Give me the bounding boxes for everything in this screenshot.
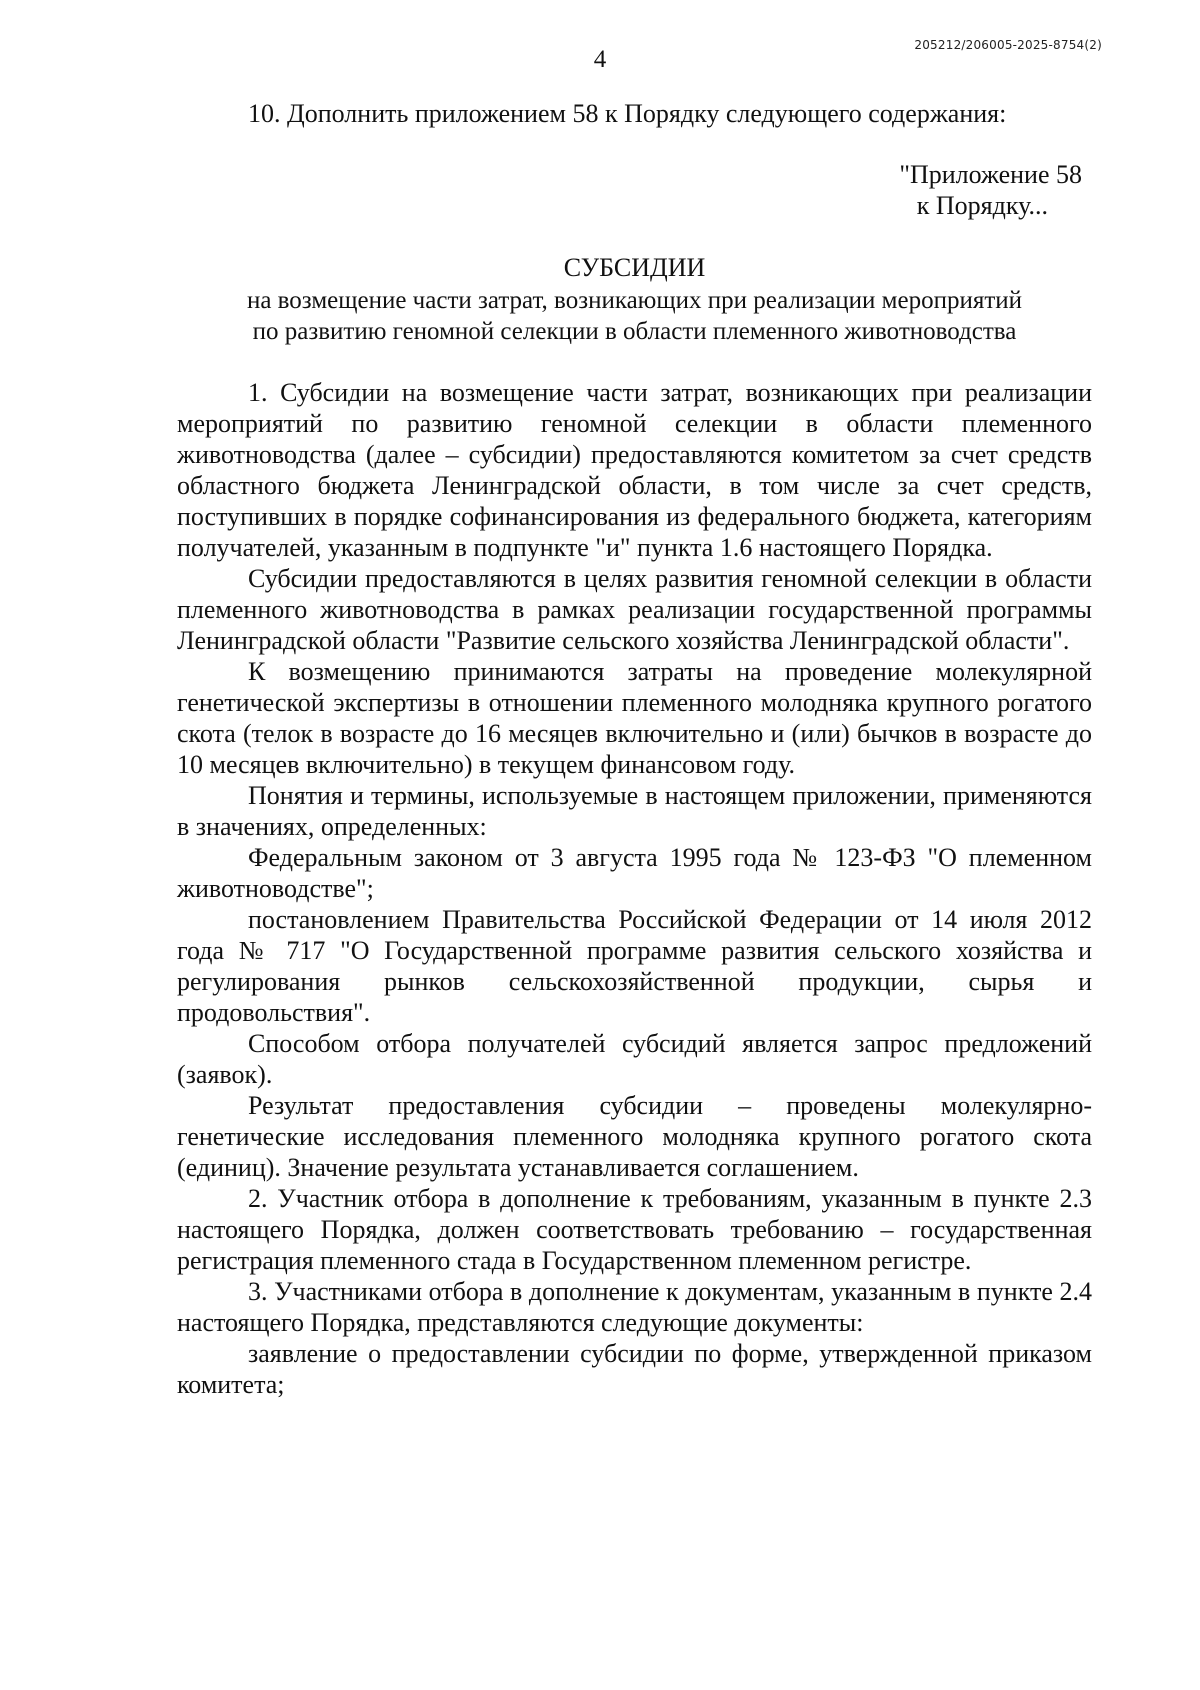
paragraph-3: К возмещению принимаются затраты на проведение молекулярной генетической экспертизы в отношении племенного молодняка крупного рогатого скота (телок в возрасте до 16 месяцев включительно и (или) бычков в возрасте до 10 месяцев включительно) в текущем финансовом году. — [177, 657, 1092, 779]
paragraph-9: 2. Участник отбора в дополнение к требованиям, указанным в пункте 2.3 настоящего Порядка, должен соответствовать требованию – государственная регистрация племенного стада в Государственном племенном регистре. — [177, 1184, 1092, 1275]
document-id: 205212/206005-2025-8754(2) — [914, 38, 1102, 52]
paragraph-10: 3. Участниками отбора в дополнение к документам, указанным в пункте 2.4 настоящего Порядка, представляются следующие документы: — [177, 1277, 1092, 1337]
paragraph-1: 1. Субсидии на возмещение части затрат, возникающих при реализации мероприятий по развитию геномной селекции в области племенного животноводства (далее – субсидии) предоставляются комитетом за счет средств областного бюджета Ленинградской области, в том числе за счет средств, поступивших в порядке софинансирования из федерального бюджета, категориям получателей, указанным в подпункте "и" пункта 1.6 настоящего Порядка. — [177, 378, 1092, 562]
paragraph-11: заявление о предоставлении субсидии по форме, утвержденной приказом комитета; — [177, 1339, 1092, 1399]
subtitle-line-2: по развитию геномной селекции в области племенного животноводства — [252, 318, 1017, 345]
section-subtitle — [177, 285, 1092, 347]
paragraph-8: Результат предоставления субсидии – проведены молекулярно-генетические исследования племенного молодняка крупного рогатого скота (единиц). Значение результата устанавливается соглашением. — [177, 1091, 1092, 1182]
paragraph-6: постановлением Правительства Российской Федерации от 14 июля 2012 года № 717 "О Государственной программе развития сельского хозяйства и регулирования рынков сельскохозяйственной продукции, сырья и продовольствия". — [177, 905, 1092, 1027]
paragraph-2: Субсидии предоставляются в целях развития геномной селекции в области племенного животноводства в рамках реализации государственной программы Ленинградской области "Развитие сельского хозяйства Ленинградской области". — [177, 564, 1092, 655]
annex-reference — [177, 159, 1092, 221]
section-title: СУБСИДИИ — [563, 253, 706, 282]
paragraph-4: Понятия и термины, используемые в настоящем приложении, применяются в значениях, определенных: — [177, 781, 1092, 841]
paragraph-7: Способом отбора получателей субсидий является запрос предложений (заявок). — [177, 1029, 1092, 1089]
annex-line-2: к Порядку... — [916, 191, 1048, 220]
intro-paragraph: 10. Дополнить приложением 58 к Порядку следующего содержания: — [248, 99, 1007, 128]
subtitle-line-1: на возмещение части затрат, возникающих при реализации мероприятий — [246, 287, 1023, 314]
page-number: 4 — [593, 46, 607, 73]
paragraph-5: Федеральным законом от 3 августа 1995 года № 123-ФЗ "О племенном животноводстве"; — [177, 843, 1092, 903]
document-body — [177, 98, 1092, 1400]
annex-line-1: "Приложение 58 — [899, 160, 1082, 189]
